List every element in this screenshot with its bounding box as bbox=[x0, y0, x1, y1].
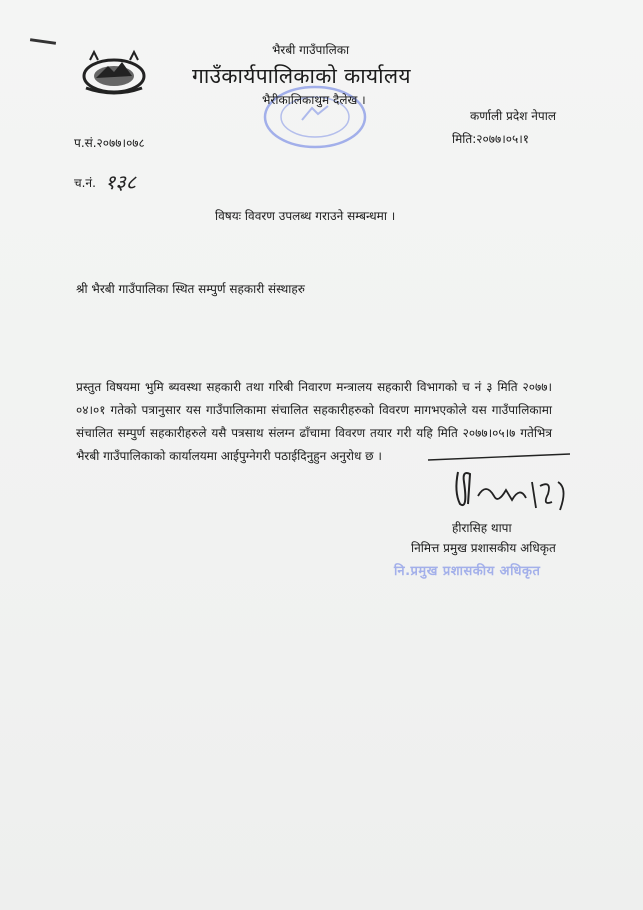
signer-name: हीरासिह थापा bbox=[452, 521, 512, 535]
dispatch-label: च.नं. bbox=[74, 176, 96, 190]
subject-line: विषयः विवरण उपलब्ध गराउने सम्बन्धमा । bbox=[215, 209, 396, 223]
office-title: गाउँकार्यपालिकाको कार्यालय bbox=[192, 64, 411, 88]
designation-stamp: नि.प्रमुख प्रशासकीय अधिकृत bbox=[394, 564, 541, 579]
addressee: श्री भैरबी गाउँपालिका स्थित सम्पुर्ण सहकारी संस्थाहरु bbox=[76, 282, 305, 296]
handwritten-signature bbox=[424, 452, 574, 516]
letter-date: मिति:२०७७।०५।१ bbox=[452, 132, 530, 146]
pen-mark bbox=[30, 38, 56, 45]
dispatch-number: १३८ bbox=[105, 170, 137, 194]
province-name: कर्णाली प्रदेश नेपाल bbox=[470, 109, 556, 123]
nepal-emblem-icon bbox=[80, 48, 148, 96]
reference-number: प.सं.२०७७।०७८ bbox=[74, 136, 145, 150]
municipality-name: भैरबी गाउँपालिका bbox=[272, 43, 350, 57]
letter-body: प्रस्तुत विषयमा भुमि ब्यवस्था सहकारी तथा गरिबी निवारण मन्त्रालय सहकारी विभागको च नं ३ मिति २०७७।०४।०१ गतेको पत्रानुसार यस गाउँपालिकामा संचालित सहकारीहरुको विवरण मागभएकोले यस गाउँपालिकामा संचालित सम्पुर्ण सहकारीहरुले यसै पत्रसाथ संलग्न ढाँचामा विवरण तयार गरी यहि मिति २०७७।०५।७ गतेभित्र भैरबी गाउँपालिकाको कार्यालयमा आईपुग्नेगरी पठाईदिनुहुन अनुरोध छ । bbox=[76, 380, 552, 463]
signer-designation: निमित्त प्रमुख प्रशासकीय अधिकृत bbox=[411, 541, 556, 555]
office-address: भैरीकालिकाथुम दैलेख । bbox=[262, 93, 366, 107]
